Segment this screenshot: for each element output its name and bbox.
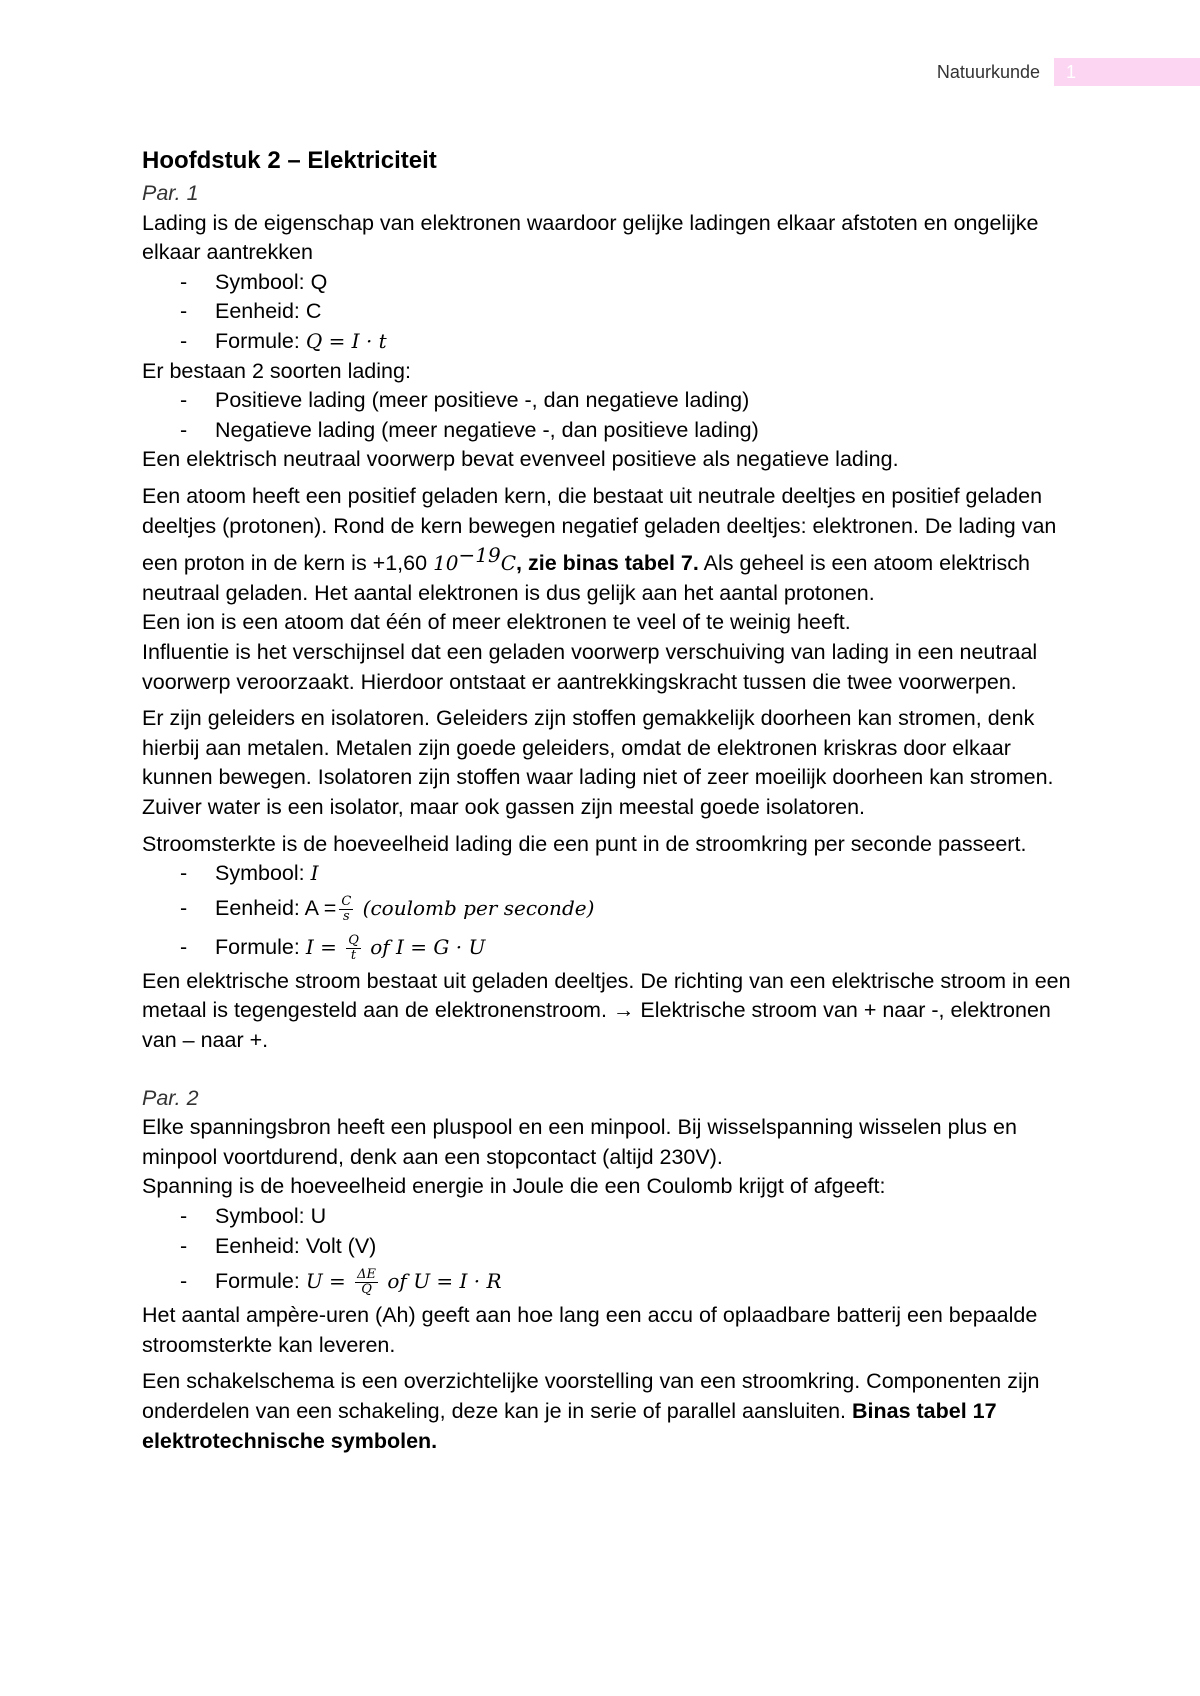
stroom-definition: Stroomsterkte is de hoeveelheid lading die een punt in de stroomkring per seconde passeert.: [142, 831, 1027, 856]
paragraph-label-1: Par. 1: [142, 181, 199, 205]
document-body: [142, 145, 1082, 1456]
lading-definition: Lading is de eigenschap van elektronen waardoor gelijke ladingen elkaar afstoten en ongelijke elkaar aantrekken: [142, 210, 1039, 265]
list-item: - Eenheid: A = $\frac{C}{s}$ (coulomb per seconde): [142, 889, 1082, 927]
stroom-richting-text: Een elektrische stroom bestaat uit geladen deeltjes. De richting van een elektrische stroom in een metaal is tegengesteld aan de elektronenstroom. → Elektrische stroom van + naar -, elektronen van – naar +.: [142, 968, 1071, 1052]
influentie-text: Influentie is het verschijnsel dat een geladen voorwerp verschuiving van lading in een neutraal voorwerp veroorzaakt. Hierdoor ontstaat er aantrekkingskracht tussen die twee voorwerpen.: [142, 640, 1038, 694]
fraction: $\frac{C}{s}$: [341, 893, 352, 924]
atoom-text: Een atoom heeft een positief geladen kern, die bestaat uit neutrale deeltjes en positief geladen deeltjes (protonen). Rond de kern bewegen negatief geladen deeltjes: elektronen. De lading van een proton in de kern is +1,60 $10^{-19}C$, zie binas tabel 7. Als geheel is een atoom elektrisch neutraal geladen. Het aantal elektronen is dus gelijk aan het aantal protonen.: [142, 483, 1057, 605]
page-number: 1: [1054, 58, 1200, 86]
paragraph-label-2: Par. 2: [142, 1085, 199, 1110]
spanning-definition: Spanning is de hoeveelheid energie in Joule die een Coulomb krijgt of afgeeft:: [142, 1174, 886, 1199]
stroom-list: [142, 859, 1082, 967]
ampere-uren-text: Het aantal ampère-uren (Ah) geeft aan hoe lang een accu of oplaadbare batterij een bepaalde stroomsterkte kan leveren.: [142, 1303, 1038, 1357]
list-item: - Eenheid: Volt (V): [142, 1232, 1082, 1262]
list-item: - Positieve lading (meer positieve -, dan negatieve lading): [142, 386, 1082, 416]
bron-text: Elke spanningsbron heeft een pluspool en een minpool. Bij wisselspanning wisselen plus en minpool voortdurend, denk aan een stopcontact (altijd 230V).: [142, 1115, 1017, 1169]
spanning-list: [142, 1202, 1082, 1301]
geleiders-text: Er zijn geleiders en isolatoren. Geleiders zijn stoffen gemakkelijk doorheen kan stromen, denk hierbij aan metalen. Metalen zijn goede geleiders, omdat de elektronen kriskras door elkaar kunnen bewegen. Isolatoren zijn stoffen waar lading niet of zeer moeilijk doorheen kan stromen. Zuiver water is een isolator, maar ook gassen zijn meestal goede isolatoren.: [142, 706, 1054, 820]
header-title: Natuurkunde: [936, 61, 1040, 82]
ion-text: Een ion is een atoom dat één of meer elektronen te veel of te weinig heeft.: [142, 610, 851, 635]
fraction: $\frac{\Delta E}{Q}$: [357, 1266, 377, 1297]
formula: Q = I · t: [305, 328, 387, 353]
lading-list: [142, 268, 1082, 357]
chapter-heading: Hoofdstuk 2 – Elektriciteit: [142, 147, 437, 174]
list-item: - Eenheid: C: [142, 297, 1082, 327]
page-header: [937, 58, 1200, 86]
list-item: - Formule: I = $\frac{Q}{t}$ of I = G · U: [142, 927, 1082, 967]
list-item: - Negatieve lading (meer negatieve -, dan positieve lading): [142, 416, 1082, 446]
soorten-list: [142, 386, 1082, 445]
neutraal-text: Een elektrisch neutraal voorwerp bevat evenveel positieve als negatieve lading.: [142, 447, 899, 472]
list-item: - Symbool: U: [142, 1202, 1082, 1232]
list-item: - Formule: U = $\frac{\Delta E}{Q}$ of U = I · R: [142, 1261, 1082, 1301]
soorten-intro: Er bestaan 2 soorten lading:: [142, 358, 411, 383]
list-item: - Symbool: I: [142, 859, 1082, 889]
list-item: - Symbool: Q: [142, 268, 1082, 298]
schakelschema-text: Een schakelschema is een overzichtelijke voorstelling van een stroomkring. Componenten zijn onderdelen van een schakeling, deze kan je in serie of parallel aansluiten. Binas tabel 17 elektrotechnische symbolen.: [142, 1369, 1040, 1453]
list-item: - Formule: Q = I · t: [142, 327, 1082, 357]
fraction: $\frac{Q}{t}$: [348, 932, 359, 963]
